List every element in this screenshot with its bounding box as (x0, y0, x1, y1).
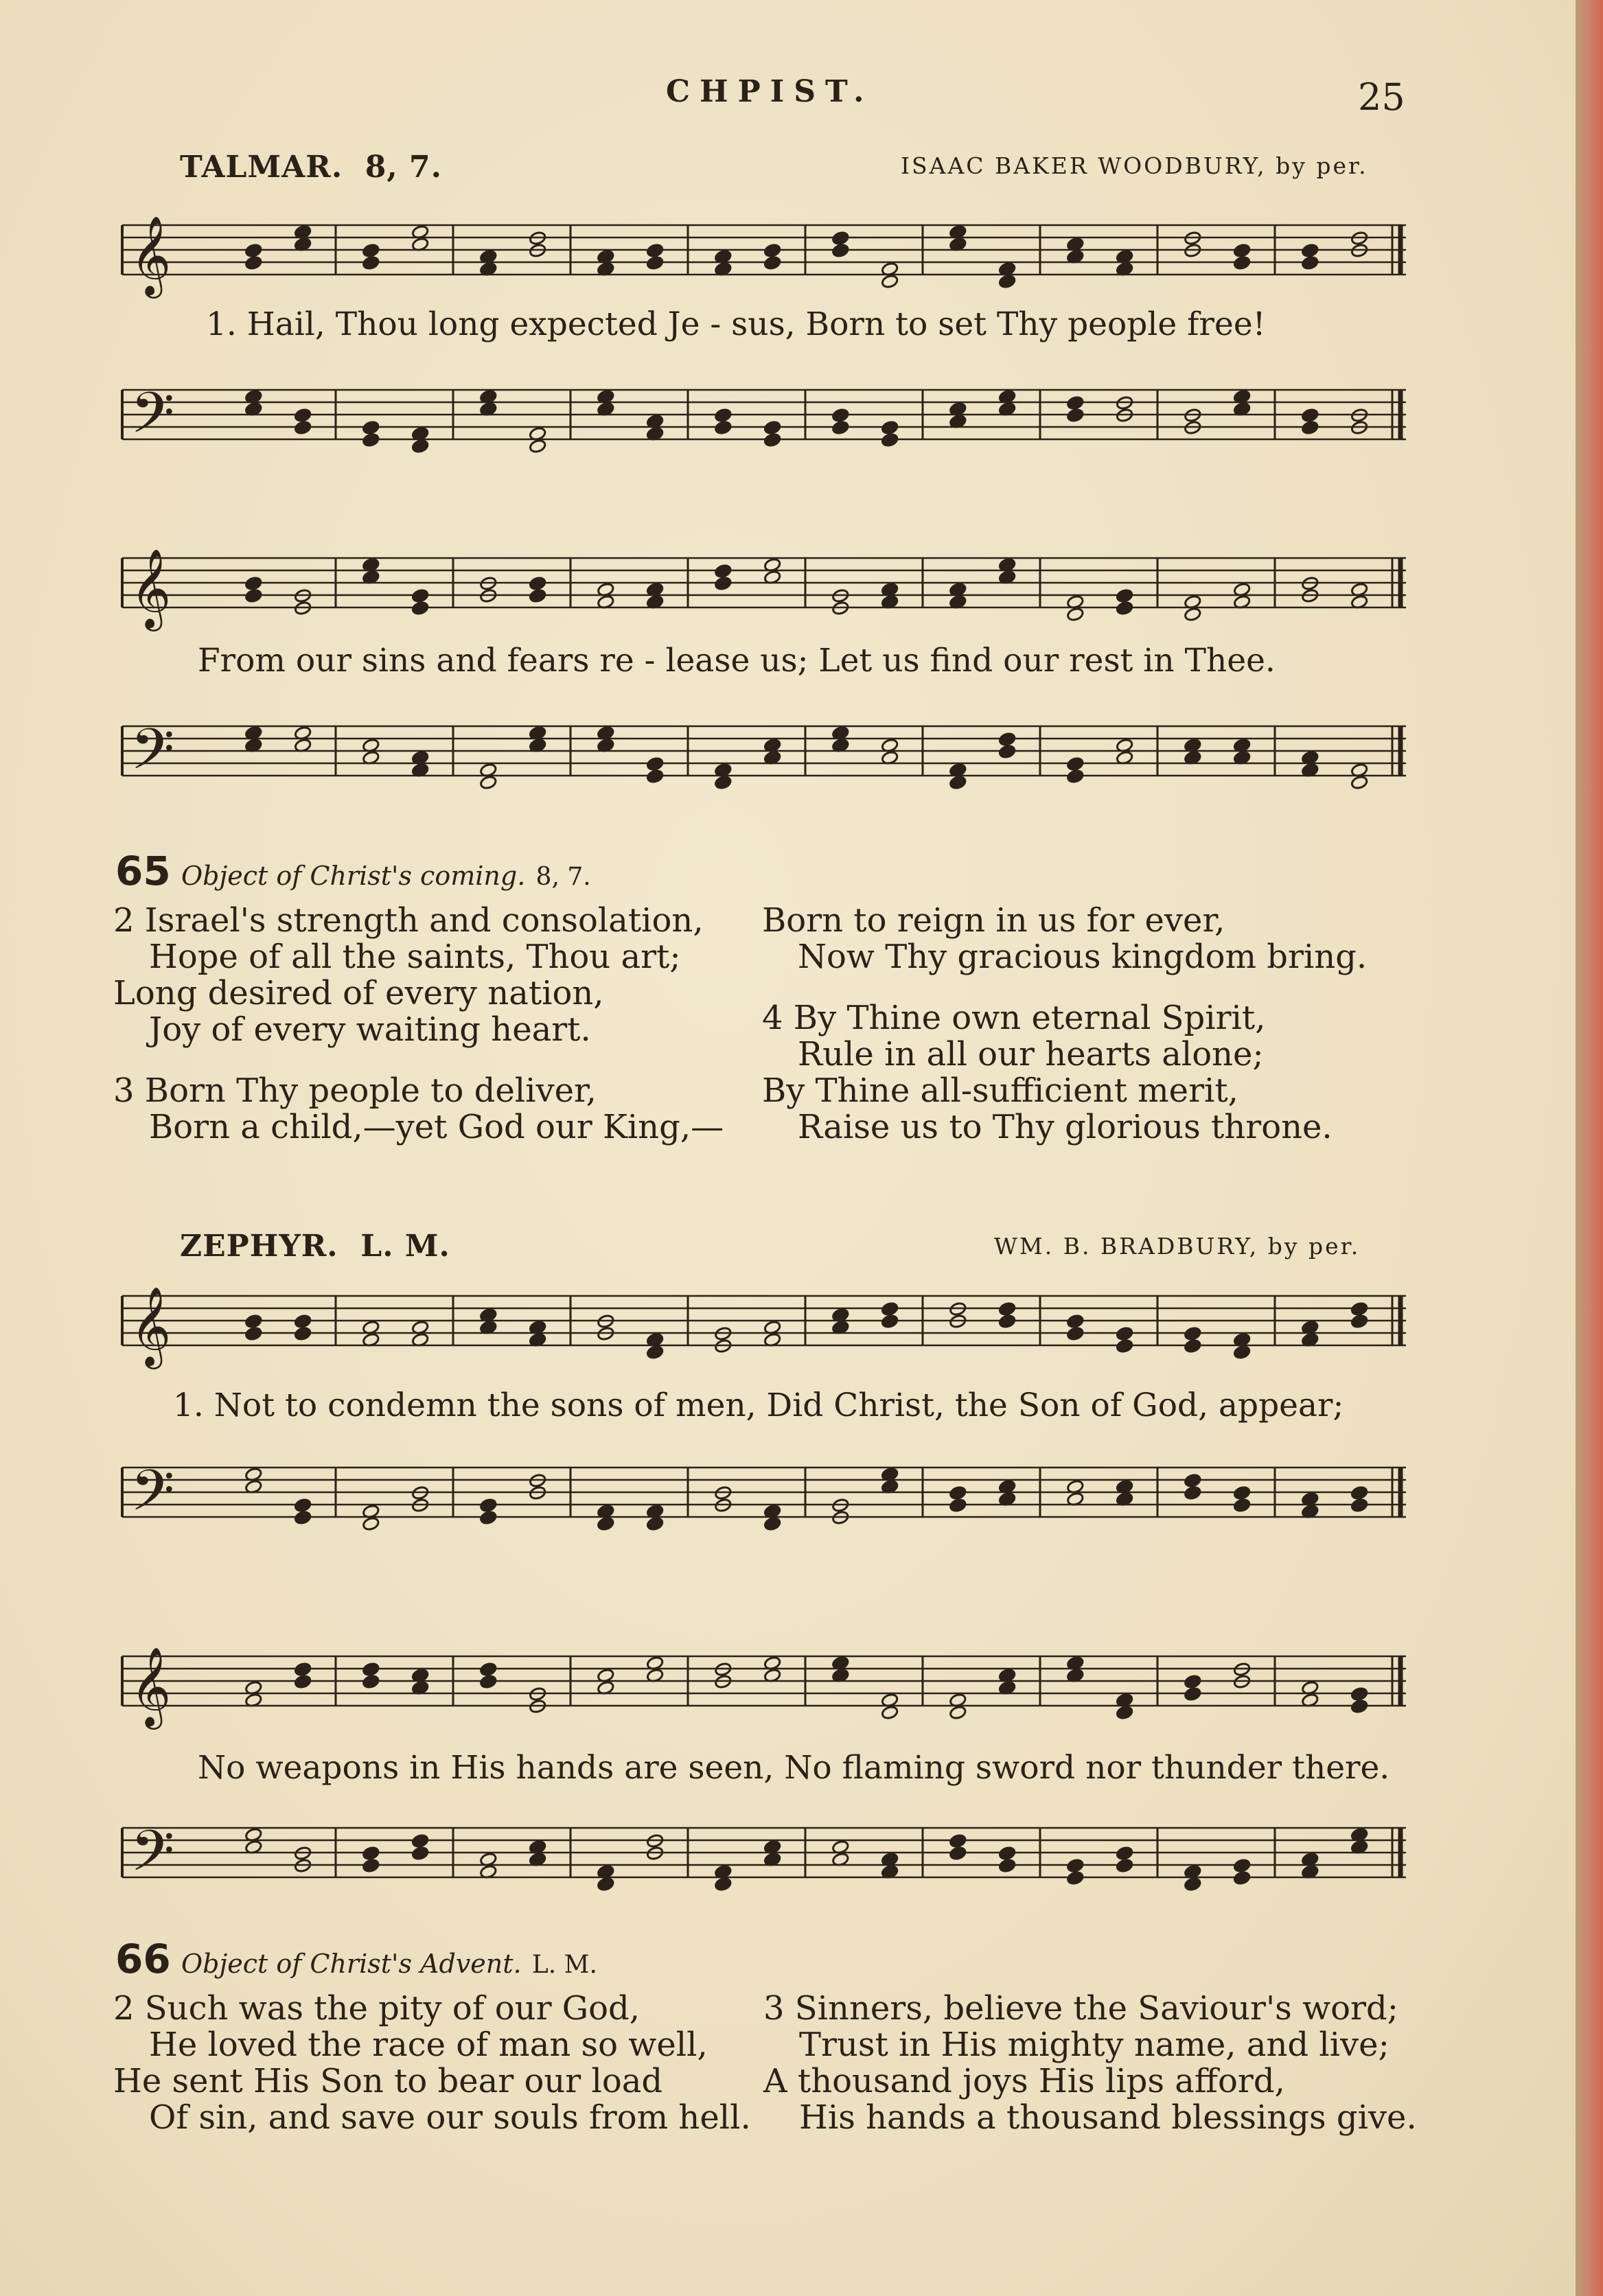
notehead (1116, 1338, 1133, 1354)
notehead (998, 1301, 1016, 1317)
notehead (1233, 1498, 1251, 1513)
tune2-bass-staff-2 (115, 1809, 1420, 1912)
notehead (1116, 1846, 1133, 1861)
tune2-bass-staff-1 (115, 1448, 1420, 1551)
staff-lines (122, 726, 1406, 776)
clef-icon: 𝄢 (130, 380, 175, 460)
tune1-header (180, 150, 442, 185)
notehead (1350, 1301, 1368, 1317)
notehead (763, 420, 781, 435)
notehead (529, 588, 546, 603)
notehead (1116, 601, 1133, 616)
notehead (1301, 255, 1319, 270)
notehead (881, 274, 899, 289)
notehead (244, 255, 262, 270)
notehead (881, 1314, 899, 1329)
staff-lines (122, 1828, 1406, 1877)
notehead (1233, 1345, 1251, 1360)
notehead (1184, 607, 1201, 622)
staff-lines (122, 1296, 1406, 1345)
tune1-treble-staff-1 (115, 206, 1420, 309)
notehead (362, 1662, 380, 1677)
notehead (1066, 1326, 1084, 1341)
tune2-header (180, 1229, 450, 1264)
notehead (1350, 1699, 1368, 1714)
hymn66-heading (115, 1936, 597, 1982)
clef-icon: 𝄢 (130, 1818, 175, 1898)
staff-lines (122, 1468, 1406, 1517)
notehead (362, 1674, 380, 1689)
notehead (1184, 1674, 1201, 1689)
notehead (597, 1877, 614, 1892)
notehead (949, 1498, 967, 1513)
hymn65-verse-line: Raise us to Thy glorious throne. (798, 1108, 1333, 1146)
notehead (998, 1314, 1016, 1329)
clef-icon: 𝄞 (130, 1286, 172, 1366)
notehead (294, 420, 312, 435)
notehead (1233, 255, 1251, 270)
hymn65-verse-line: 4 By Thine own eternal Spirit, (762, 999, 1266, 1037)
notehead (1116, 1858, 1133, 1873)
tune1-treble-staff-2 (115, 539, 1420, 642)
notehead (714, 420, 732, 435)
notehead (1066, 1314, 1084, 1329)
hymn66-title: Object of Christ's Advent. (181, 1949, 522, 1979)
hymn65-verse-line: Rule in all our hearts alone; (798, 1035, 1264, 1074)
clef-icon: 𝄞 (130, 548, 172, 628)
notehead (1116, 1705, 1133, 1720)
notehead (646, 255, 664, 270)
notehead (1233, 1870, 1251, 1886)
notehead (1350, 1314, 1368, 1329)
notehead (1233, 1858, 1251, 1873)
hymn65-verse-line: Born a child,—yet God our King,— (149, 1108, 724, 1146)
notehead (411, 1833, 429, 1848)
hymn66-left-column (113, 1991, 751, 2136)
notehead (881, 420, 899, 435)
notehead (529, 439, 546, 454)
notehead (646, 243, 664, 258)
tune2-lyric-1: 1. Not to condemn the sons of men, Did Christ, the Son of God, appear; (173, 1387, 1344, 1424)
notehead (479, 1662, 497, 1677)
hymn65-number: 65 (115, 848, 171, 894)
tune2-lyric-2: No weapons in His hands are seen, No flaming sword nor thunder there. (198, 1749, 1390, 1787)
notehead (529, 576, 546, 591)
notehead (479, 1498, 497, 1513)
hymn65-verse-line: Now Thy gracious kingdom bring. (798, 938, 1368, 976)
notehead (714, 576, 732, 591)
hymn66-verse-line: He sent His Son to bear our load (113, 2062, 663, 2100)
notehead (294, 1326, 312, 1341)
tune1-lyric-2: From our sins and fears re - lease us; Let us find our rest in Thee. (198, 642, 1276, 680)
notehead (294, 1662, 312, 1677)
tune2-name: ZEPHYR. (180, 1229, 338, 1264)
notehead (1066, 769, 1084, 784)
notehead (763, 432, 781, 448)
notehead (362, 1846, 380, 1861)
hymn65-title: Object of Christ's coming. (181, 861, 526, 891)
notehead (1184, 1686, 1201, 1702)
notehead (1301, 420, 1319, 435)
notehead (998, 732, 1016, 747)
notehead (411, 601, 429, 616)
notehead (1184, 1877, 1201, 1892)
notehead (714, 408, 732, 423)
tune1-name: TALMAR. (180, 150, 343, 185)
notehead (1301, 243, 1319, 258)
hymn65-verse-line: Hope of all the saints, Thou art; (149, 938, 681, 976)
notehead (949, 1833, 967, 1848)
notehead (881, 1705, 899, 1720)
hymn66-verse-line: His hands a thousand blessings give. (799, 2098, 1417, 2137)
notehead (714, 775, 732, 790)
notehead (244, 576, 262, 591)
notehead (362, 1858, 380, 1873)
tune2-composer: WM. B. BRADBURY, by per. (994, 1233, 1361, 1260)
notehead (244, 588, 262, 603)
hymn66-right-column (763, 1991, 1417, 2136)
staff-lines (122, 558, 1406, 607)
notehead (998, 274, 1016, 289)
notehead (763, 255, 781, 270)
staff-lines (122, 225, 1406, 275)
notehead (1184, 1473, 1201, 1488)
page-number: 25 (1358, 76, 1405, 119)
notehead (1301, 408, 1319, 423)
notehead (294, 1510, 312, 1525)
tune1-bass-staff-1 (115, 371, 1420, 474)
notehead (362, 420, 380, 435)
notehead (646, 769, 664, 784)
notehead (881, 1301, 899, 1317)
notehead (1350, 1686, 1368, 1702)
notehead (646, 1345, 664, 1360)
tune1-composer: ISAAC BAKER WOODBURY, by per. (901, 152, 1368, 179)
hymn65-verse-line: 2 Israel's strength and consolation, (113, 901, 704, 940)
tune2-meter: L. M. (360, 1229, 450, 1264)
notehead (763, 1516, 781, 1531)
hymn66-meter: L. M. (531, 1951, 597, 1979)
notehead (1184, 1485, 1201, 1500)
notehead (294, 408, 312, 423)
hymn65-meter: 8, 7. (535, 863, 591, 891)
notehead (294, 1498, 312, 1513)
clef-icon: 𝄞 (130, 1646, 172, 1726)
notehead (763, 243, 781, 258)
notehead (597, 1516, 614, 1531)
hymn65-verse-line: Long desired of every nation, (113, 974, 604, 1012)
notehead (1066, 607, 1084, 622)
staff-lines (122, 390, 1406, 439)
notehead (479, 1510, 497, 1525)
notehead (949, 775, 967, 790)
notehead (1116, 1326, 1133, 1341)
notehead (1066, 395, 1084, 410)
notehead (1233, 1485, 1251, 1500)
notehead (362, 1516, 380, 1531)
notehead (1066, 408, 1084, 423)
notehead (998, 744, 1016, 759)
notehead (411, 588, 429, 603)
notehead (949, 1705, 967, 1720)
notehead (411, 1846, 429, 1861)
notehead (1066, 1858, 1084, 1873)
tune1-lyric-1: 1. Hail, Thou long expected Je - sus, Born to set Thy people free! (206, 305, 1266, 343)
notehead (294, 1674, 312, 1689)
notehead (998, 1846, 1016, 1861)
notehead (294, 1314, 312, 1329)
hymn65-left-column (113, 903, 724, 1146)
hymn66-verse-line: 2 Such was the pity of our God, (113, 1989, 641, 2028)
notehead (362, 243, 380, 258)
notehead (1350, 1498, 1368, 1513)
tune1-bass-staff-2 (115, 707, 1420, 810)
notehead (714, 1877, 732, 1892)
page-edge (1576, 0, 1603, 2296)
notehead (244, 1326, 262, 1341)
hymn65-verse-line: By Thine all-sufficient merit, (762, 1071, 1238, 1110)
notehead (1184, 1326, 1201, 1341)
clef-icon: 𝄢 (130, 716, 175, 796)
clef-icon: 𝄢 (130, 1457, 175, 1538)
hymn66-verse-line: Of sin, and save our souls from hell. (149, 2098, 751, 2137)
staff-lines (122, 1656, 1406, 1706)
notehead (831, 408, 849, 423)
notehead (998, 1858, 1016, 1873)
notehead (1350, 775, 1368, 790)
notehead (362, 432, 380, 448)
notehead (1350, 1485, 1368, 1500)
notehead (362, 255, 380, 270)
hymn66-verse-line: He loved the race of man so well, (149, 2026, 708, 2064)
notehead (1233, 243, 1251, 258)
notehead (646, 1516, 664, 1531)
notehead (714, 564, 732, 579)
notehead (244, 1314, 262, 1329)
notehead (949, 1485, 967, 1500)
notehead (831, 231, 849, 246)
hymn65-heading (115, 848, 591, 894)
notehead (831, 243, 849, 258)
hymn66-verse-line: 3 Sinners, believe the Saviour's word; (763, 1989, 1398, 2028)
notehead (411, 439, 429, 454)
notehead (949, 1846, 967, 1861)
notehead (1066, 1870, 1084, 1886)
notehead (244, 243, 262, 258)
tune2-treble-staff-2 (115, 1637, 1420, 1740)
tune2-treble-staff-1 (115, 1277, 1420, 1380)
notehead (831, 420, 849, 435)
notehead (479, 1674, 497, 1689)
hymn65-verse-line: Joy of every waiting heart. (149, 1010, 591, 1049)
notehead (1116, 588, 1133, 603)
notehead (1066, 756, 1084, 772)
hymn65-verse-line: Born to reign in us for ever, (762, 901, 1225, 940)
notehead (646, 756, 664, 772)
running-head: CHPIST. (666, 74, 874, 109)
notehead (1184, 1338, 1201, 1354)
hymn65-right-column (762, 903, 1367, 1146)
tune1-meter: 8, 7. (365, 150, 442, 185)
hymn66-verse-line: Trust in His mighty name, and live; (799, 2026, 1389, 2064)
hymn66-verse-line: A thousand joys His lips afford, (763, 2062, 1285, 2100)
clef-icon: 𝄞 (130, 215, 172, 295)
notehead (881, 432, 899, 448)
notehead (479, 775, 497, 790)
hymn65-verse-line: 3 Born Thy people to deliver, (113, 1071, 597, 1110)
hymn66-number: 66 (115, 1936, 171, 1982)
